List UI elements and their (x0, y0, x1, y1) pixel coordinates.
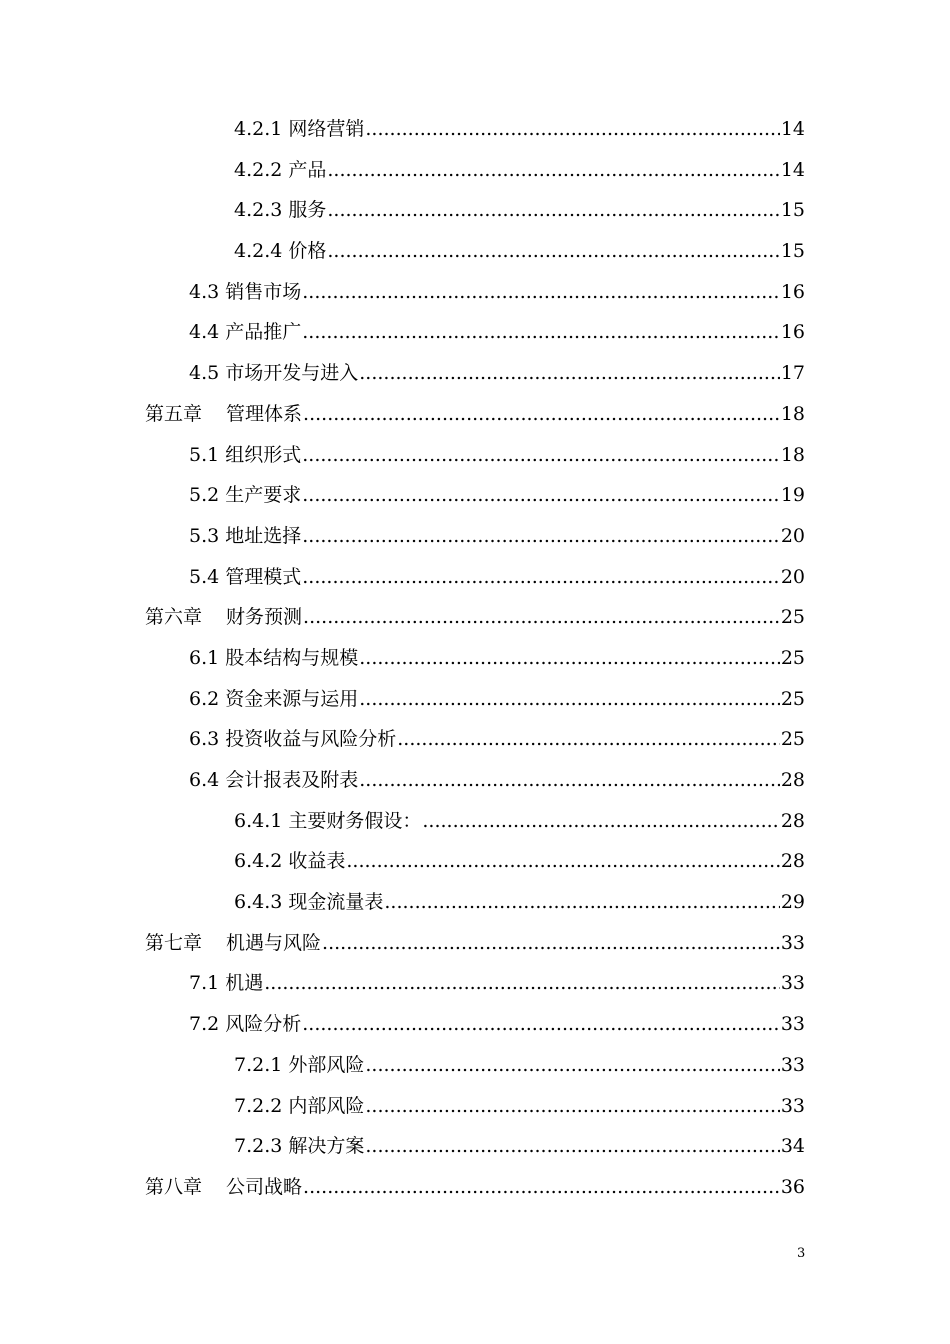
toc-page-number: 33 (780, 972, 805, 995)
toc-entry-title (189, 679, 358, 720)
toc-page-number: 28 (780, 769, 805, 791)
toc-entry-label: 6.4.2 收益表 (234, 850, 346, 873)
toc-page-number: 15 (780, 240, 805, 263)
toc-entry-title (234, 841, 345, 882)
toc-page-number: 33 (780, 931, 805, 954)
toc-page-number: 25 (780, 646, 805, 669)
toc-entry[interactable] (0, 760, 950, 801)
toc-entry[interactable] (0, 597, 950, 638)
toc-page-number: 20 (780, 524, 805, 547)
toc-page-number: 18 (780, 402, 805, 425)
toc-entry-title (189, 557, 301, 598)
toc-entry[interactable] (0, 353, 950, 394)
toc-entry-title (234, 882, 383, 923)
toc-entry-label: 6.4 会计报表及附表 (189, 769, 359, 791)
toc-entry[interactable] (0, 557, 950, 598)
toc-dot-leader (359, 679, 780, 720)
toc-page-number: 25 (780, 606, 805, 629)
toc-dot-leader (302, 272, 780, 313)
toc-dot-leader (302, 1004, 780, 1045)
toc-entry-title (189, 272, 301, 313)
page-number: 3 (797, 1246, 806, 1261)
toc-chapter-label: 第六章 (145, 606, 203, 629)
toc-entry-title (189, 963, 263, 1004)
toc-entry-label: 4.2.3 服务 (234, 199, 327, 222)
toc-entry[interactable] (0, 231, 950, 272)
toc-page-number: 19 (780, 484, 805, 507)
toc-entry-title (145, 923, 321, 964)
toc-dot-leader (359, 638, 780, 679)
toc-entry[interactable] (0, 1126, 950, 1167)
toc-entry-title (234, 1045, 364, 1086)
toc-entry-label: 6.4.3 现金流量表 (234, 891, 384, 914)
toc-entry-label: 5.2 生产要求 (189, 484, 302, 507)
toc-entry-label: 7.2.3 解决方案 (234, 1135, 365, 1158)
toc-entry-label: 4.2.4 价格 (234, 240, 327, 263)
toc-page-number: 28 (780, 809, 805, 832)
toc-dot-leader (302, 516, 780, 557)
toc-entry-title (145, 394, 302, 435)
toc-page-number: 14 (780, 118, 805, 140)
toc-entry[interactable] (0, 1045, 950, 1086)
toc-dot-leader (346, 841, 779, 882)
toc-page-number: 28 (780, 850, 805, 873)
toc-dot-leader (422, 801, 779, 842)
toc-entry-label: 6.3 投资收益与风险分析 (189, 728, 397, 751)
toc-page-number: 25 (780, 728, 805, 751)
toc-entry-title (234, 231, 326, 272)
toc-entry-title (234, 190, 326, 231)
toc-entry[interactable] (0, 475, 950, 516)
toc-entry-label: 5.1 组织形式 (189, 443, 302, 466)
toc-page-number: 20 (780, 565, 805, 588)
toc-dot-leader (365, 1126, 779, 1167)
toc-entry-title (145, 1167, 302, 1208)
toc-dot-leader (397, 719, 780, 760)
toc-page-number: 33 (780, 1053, 805, 1076)
toc-dot-leader (365, 109, 779, 150)
toc-entry-title (234, 1086, 364, 1127)
toc-entry-title (189, 312, 301, 353)
toc-dot-leader (327, 150, 779, 191)
toc-entry[interactable] (0, 882, 950, 923)
toc-page-number: 33 (780, 1013, 805, 1036)
toc-page-number: 25 (780, 687, 805, 710)
toc-entry-label: 4.2.2 产品 (234, 158, 327, 181)
toc-page-number: 36 (780, 1175, 805, 1198)
toc-dot-leader (303, 1167, 780, 1208)
toc-entry-title (189, 516, 301, 557)
toc-dot-leader (264, 963, 780, 1004)
toc-entry[interactable] (0, 150, 950, 191)
toc-entry-title (189, 760, 358, 801)
toc-entry-label: 6.4.1 主要财务假设： (234, 809, 422, 832)
toc-entry[interactable] (0, 679, 950, 720)
toc-entry-title (189, 475, 301, 516)
toc-entry[interactable] (0, 963, 950, 1004)
toc-dot-leader (327, 190, 779, 231)
toc-entry[interactable] (0, 312, 950, 353)
toc-entry[interactable] (0, 841, 950, 882)
toc-dot-leader (302, 475, 780, 516)
toc-dot-leader (303, 597, 780, 638)
toc-entry-label: 公司战略 (226, 1175, 303, 1198)
toc-dot-leader (327, 231, 779, 272)
toc-entry-title (234, 801, 421, 842)
toc-page-number: 15 (780, 199, 805, 222)
toc-entry-label: 7.2 风险分析 (189, 1013, 302, 1036)
toc-page-number: 14 (780, 158, 805, 181)
toc-entry[interactable] (0, 1004, 950, 1045)
toc-entry-label: 6.1 股本结构与规模 (189, 646, 359, 669)
toc-dot-leader (302, 557, 780, 598)
toc-entry[interactable] (0, 638, 950, 679)
toc-entry-label: 管理体系 (226, 402, 303, 425)
toc-chapter-label: 第八章 (145, 1175, 203, 1198)
toc-chapter-label: 第五章 (145, 402, 203, 425)
toc-dot-leader (365, 1086, 779, 1127)
toc-entry-label: 财务预测 (226, 606, 303, 629)
toc-entry-title (189, 353, 358, 394)
toc-entry[interactable] (0, 190, 950, 231)
toc-page-number: 18 (780, 443, 805, 466)
toc-entry[interactable] (0, 516, 950, 557)
toc-dot-leader (302, 435, 780, 476)
toc-entry[interactable] (0, 719, 950, 760)
toc-entry-label: 7.1 机遇 (189, 972, 264, 995)
toc-dot-leader (365, 1045, 779, 1086)
toc-entry-label: 机遇与风险 (226, 931, 322, 954)
toc-page-number: 16 (780, 321, 805, 344)
toc-dot-leader (359, 353, 780, 394)
toc-entry-title (234, 150, 326, 191)
toc-entry-title (189, 638, 358, 679)
toc-dot-leader (322, 923, 780, 964)
toc-chapter-label: 第七章 (145, 931, 203, 954)
toc-entry-label: 5.3 地址选择 (189, 524, 302, 547)
toc-entry-title (145, 597, 302, 638)
toc-entry-title (189, 1004, 301, 1045)
toc-dot-leader (303, 394, 780, 435)
toc-dot-leader (302, 312, 780, 353)
toc-entry[interactable] (0, 272, 950, 313)
toc-page-number: 34 (780, 1135, 805, 1158)
toc-page-number: 33 (780, 1094, 805, 1117)
toc-entry[interactable] (0, 1167, 950, 1208)
toc-entry[interactable] (0, 109, 950, 150)
toc-entry[interactable] (0, 435, 950, 476)
toc-dot-leader (359, 760, 780, 801)
table-of-contents (0, 109, 950, 1208)
toc-page-number: 17 (780, 362, 805, 385)
toc-entry-label: 7.2.1 外部风险 (234, 1053, 365, 1076)
toc-entry-title (189, 435, 301, 476)
toc-entry-label: 7.2.2 内部风险 (234, 1094, 365, 1117)
toc-entry-title (189, 719, 396, 760)
toc-page-number: 29 (780, 891, 805, 914)
toc-entry-title (234, 109, 364, 150)
toc-entry-label: 5.4 管理模式 (189, 565, 302, 588)
toc-page-number: 16 (780, 280, 805, 303)
toc-entry-label: 4.2.1 网络营销 (234, 118, 365, 140)
toc-entry-label: 4.5 市场开发与进入 (189, 362, 359, 385)
toc-entry[interactable] (0, 801, 950, 842)
toc-entry[interactable] (0, 1086, 950, 1127)
toc-entry-label: 4.3 销售市场 (189, 280, 302, 303)
toc-entry-title (234, 1126, 364, 1167)
toc-entry[interactable] (0, 923, 950, 964)
toc-entry-label: 4.4 产品推广 (189, 321, 302, 344)
toc-entry[interactable] (0, 394, 950, 435)
toc-entry-label: 6.2 资金来源与运用 (189, 687, 359, 710)
toc-dot-leader (384, 882, 779, 923)
